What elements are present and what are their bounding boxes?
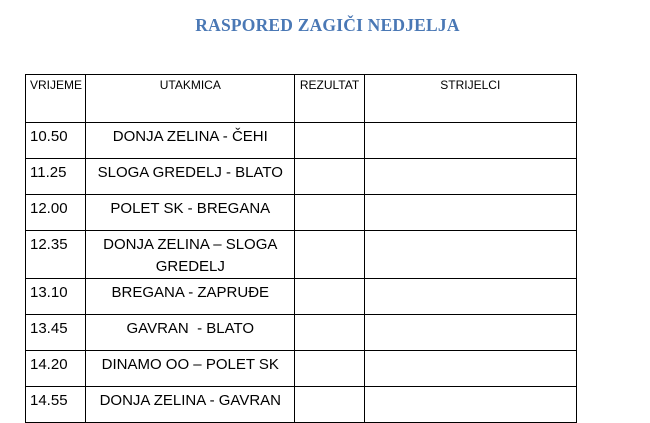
table-row bbox=[26, 159, 577, 195]
match-teams: DONJA ZELINA – SLOGA GREDELJ bbox=[86, 231, 295, 279]
match-teams: DINAMO OO – POLET SK bbox=[86, 351, 295, 387]
header-time: VRIJEME bbox=[26, 75, 86, 123]
match-teams: POLET SK - BREGANA bbox=[86, 195, 295, 231]
table-header-row bbox=[26, 75, 577, 123]
page-title: RASPORED ZAGIČI NEDJELJA bbox=[195, 15, 460, 35]
scorers-cell[interactable] bbox=[364, 315, 576, 351]
scorers-cell[interactable] bbox=[364, 279, 576, 315]
result-cell[interactable] bbox=[295, 123, 364, 159]
result-cell[interactable] bbox=[295, 279, 364, 315]
header-scorers: STRIJELCI bbox=[364, 75, 576, 123]
match-time: 11.25 bbox=[26, 159, 86, 195]
match-time: 13.10 bbox=[26, 279, 86, 315]
match-time: 12.35 bbox=[26, 231, 86, 279]
match-time: 14.20 bbox=[26, 351, 86, 387]
table-row bbox=[26, 351, 577, 387]
table-row bbox=[26, 279, 577, 315]
match-teams: GAVRAN - BLATO bbox=[86, 315, 295, 351]
match-time: 10.50 bbox=[26, 123, 86, 159]
scorers-cell[interactable] bbox=[364, 195, 576, 231]
result-cell[interactable] bbox=[295, 351, 364, 387]
scorers-cell[interactable] bbox=[364, 123, 576, 159]
result-cell[interactable] bbox=[295, 231, 364, 279]
table-row bbox=[26, 231, 577, 279]
match-teams: DONJA ZELINA - GAVRAN bbox=[86, 387, 295, 423]
scorers-cell[interactable] bbox=[364, 159, 576, 195]
header-result: REZULTAT bbox=[295, 75, 364, 123]
result-cell[interactable] bbox=[295, 315, 364, 351]
result-cell[interactable] bbox=[295, 387, 364, 423]
scorers-cell[interactable] bbox=[364, 351, 576, 387]
match-time: 12.00 bbox=[26, 195, 86, 231]
match-time: 13.45 bbox=[26, 315, 86, 351]
result-cell[interactable] bbox=[295, 159, 364, 195]
table-row bbox=[26, 123, 577, 159]
table-row bbox=[26, 195, 577, 231]
header-match: UTAKMICA bbox=[86, 75, 295, 123]
scorers-cell[interactable] bbox=[364, 231, 576, 279]
match-teams: BREGANA - ZAPRUĐE bbox=[86, 279, 295, 315]
match-teams: DONJA ZELINA - ČEHI bbox=[86, 123, 295, 159]
match-time: 14.55 bbox=[26, 387, 86, 423]
schedule-table bbox=[25, 74, 577, 423]
scorers-cell[interactable] bbox=[364, 387, 576, 423]
table-row bbox=[26, 315, 577, 351]
table-row bbox=[26, 387, 577, 423]
result-cell[interactable] bbox=[295, 195, 364, 231]
match-teams: SLOGA GREDELJ - BLATO bbox=[86, 159, 295, 195]
